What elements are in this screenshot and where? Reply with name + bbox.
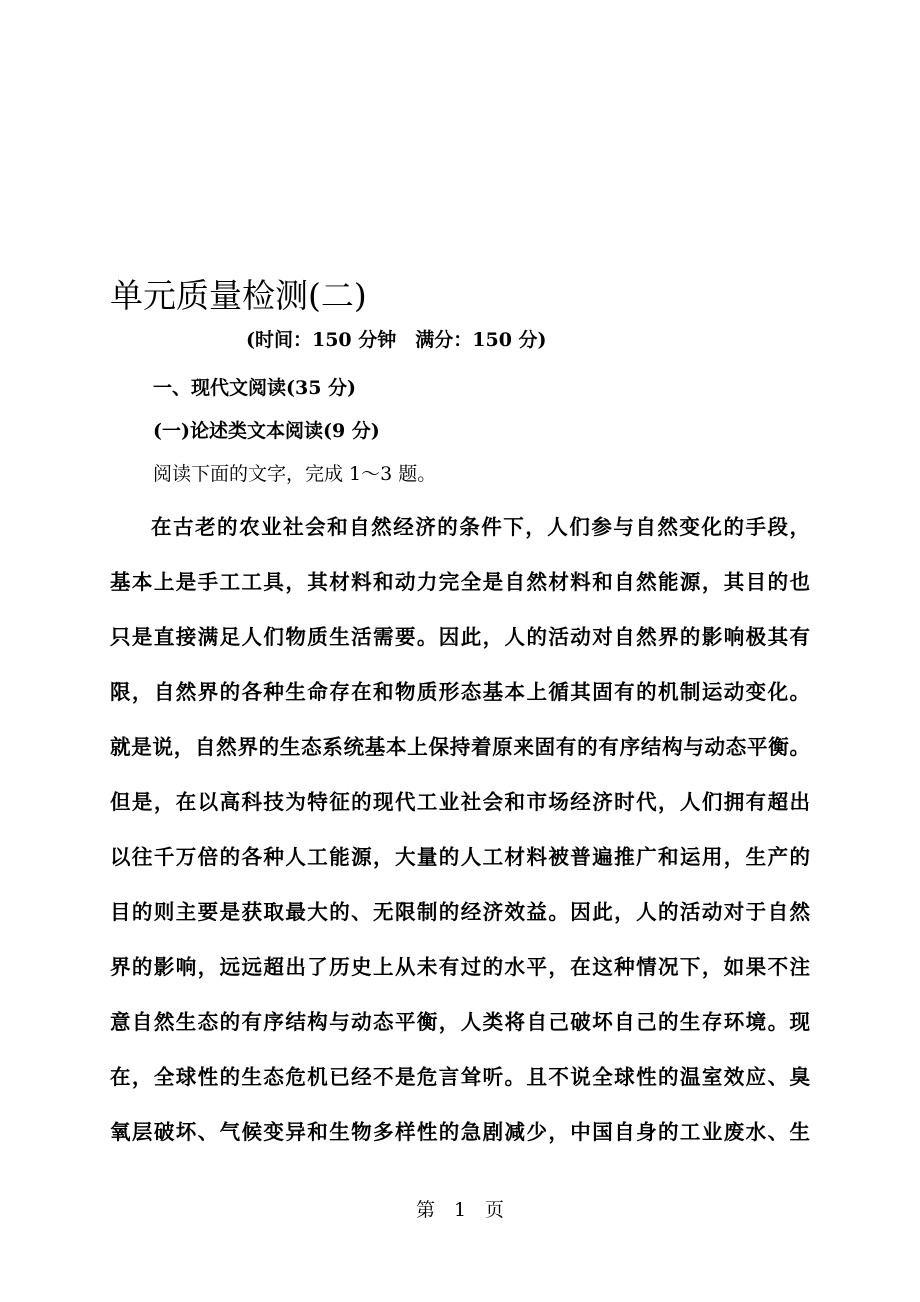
passage-line: 但是，在以高科技为特征的现代工业社会和市场经济时代，人们拥有超出 [110, 790, 810, 814]
passage-line: 氧层破坏、气候变异和生物多样性的急剧减少，中国自身的工业废水、生 [110, 1120, 810, 1144]
document-title: 单元质量检测(二) [110, 276, 367, 315]
passage-line: 限，自然界的各种生命存在和物质形态基本上循其固有的机制运动变化。 [110, 680, 810, 704]
passage-line: 以往千万倍的各种人工能源，大量的人工材料被普遍推广和运用，生产的 [110, 845, 810, 869]
passage-line: 目的则主要是获取最大的、无限制的经济效益。因此，人的活动对于自然 [110, 900, 810, 924]
passage-line: 意自然生态的有序结构与动态平衡，人类将自己破坏自己的生存环境。现 [110, 1010, 810, 1034]
passage-line: 在，全球性的生态危机已经不是危言耸听。且不说全球性的温室效应、臭 [110, 1065, 810, 1089]
reading-instruction: 阅读下面的文字，完成 1～3 题。 [153, 463, 437, 485]
subsection-heading: (一)论述类文本阅读(9 分) [153, 420, 380, 442]
passage-line: 在古老的农业社会和自然经济的条件下，人们参与自然变化的手段， [151, 515, 810, 539]
passage-line: 界的影响，远远超出了历史上从未有过的水平，在这种情况下，如果不注 [110, 955, 810, 979]
exam-time-score: (时间：150 分钟 满分：150 分) [246, 329, 547, 351]
passage-line: 只是直接满足人们物质生活需要。因此，人的活动对自然界的影响极其有 [110, 625, 810, 649]
reading-passage [110, 507, 810, 1167]
passage-line: 基本上是手工工具，其材料和动力完全是自然材料和自然能源，其目的也 [110, 570, 810, 594]
page-number-footer: 第 1 页 [415, 1199, 505, 1221]
passage-line: 就是说，自然界的生态系统基本上保持着原来固有的有序结构与动态平衡。 [110, 735, 810, 759]
section-heading: 一、现代文阅读(35 分) [153, 377, 357, 399]
